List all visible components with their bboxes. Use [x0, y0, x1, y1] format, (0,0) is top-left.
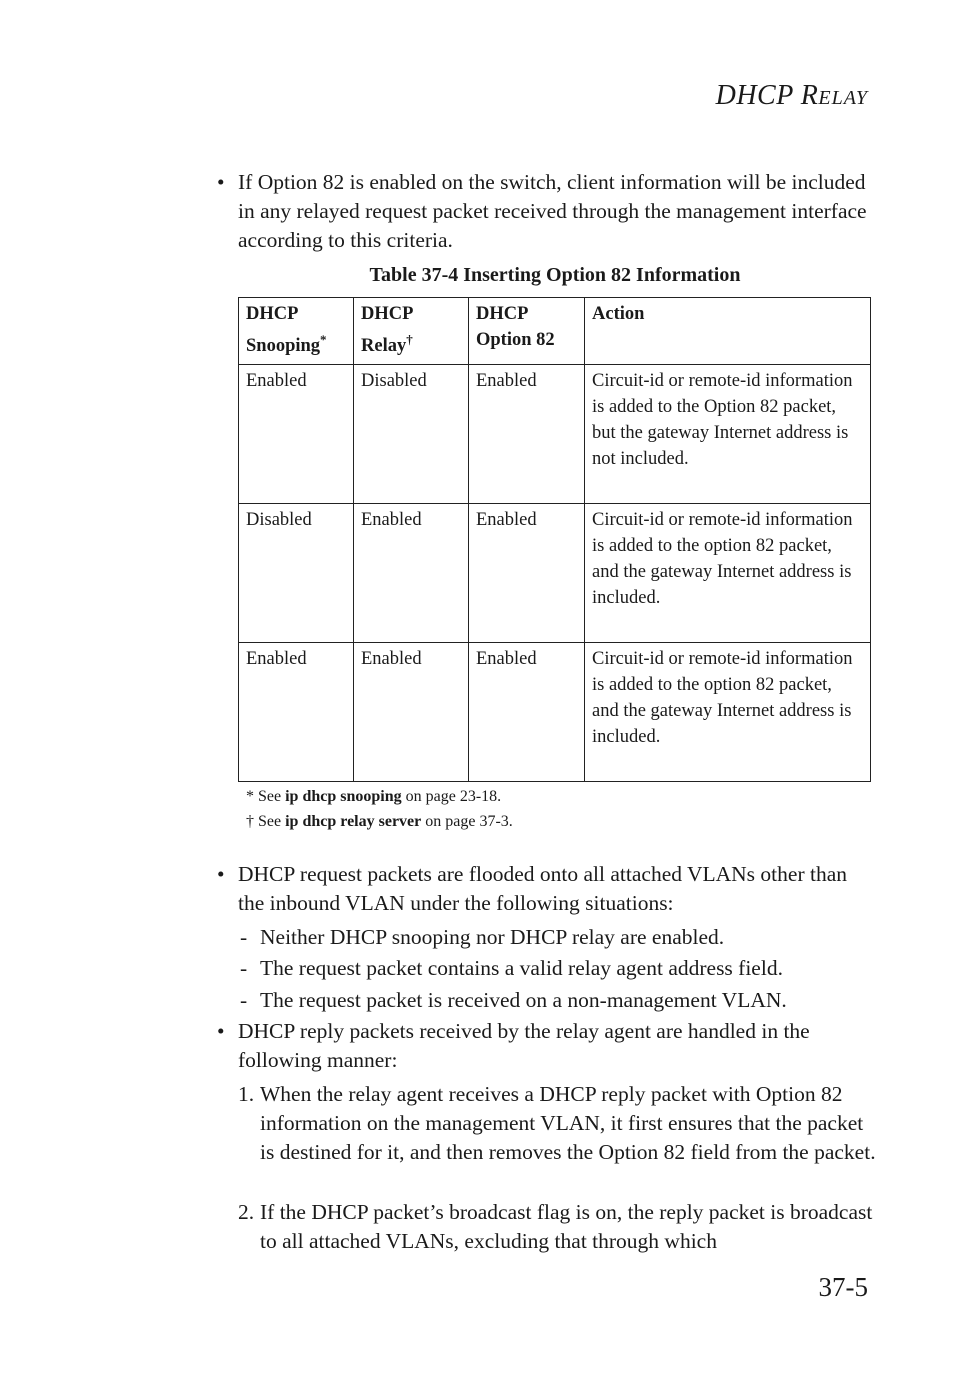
running-header-smallcaps: ELAY [818, 87, 868, 109]
list-dash: - [240, 988, 248, 1012]
table-cell: Circuit-id or remote-id information is added to the Option 82 packet, but the gateway Internet address is not included. [585, 365, 871, 504]
list-dash: - [240, 925, 248, 949]
option82-table [238, 297, 871, 782]
table-cell: Disabled [239, 504, 354, 643]
list-item: Neither DHCP snooping nor DHCP relay are enabled. [260, 925, 725, 949]
intro-paragraph: If Option 82 is enabled on the switch, client information will be included in any relayed request packet received through the management interface according to this criteria. [238, 170, 867, 252]
footnote-mark-dagger: † [406, 332, 413, 347]
table-cell: Enabled [354, 504, 469, 643]
header-dhcp-relay: DHCP Relay† [354, 298, 469, 365]
list-item: The request packet is received on a non-management VLAN. [260, 988, 787, 1012]
footnote-mark-asterisk: * [320, 332, 327, 347]
table-caption: Table 37-4 Inserting Option 82 Information [369, 264, 741, 286]
table-cell: Enabled [354, 643, 469, 782]
step-number: 2. [238, 1200, 255, 1224]
reply-paragraph: DHCP reply packets received by the relay agent are handled in the following manner: [238, 1019, 810, 1072]
flood-paragraph: DHCP request packets are flooded onto all attached VLANs other than the inbound VLAN under the following situations: [238, 862, 847, 915]
table-cell: Circuit-id or remote-id information is added to the option 82 packet, and the gateway Internet address is included. [585, 643, 871, 782]
flood-bullet: • [217, 862, 225, 886]
header-dhcp-option82: DHCP Option 82 [469, 298, 585, 365]
reply-bullet: • [217, 1019, 225, 1043]
table-cell: Enabled [469, 365, 585, 504]
table-row [239, 365, 871, 504]
table-cell: Enabled [469, 504, 585, 643]
step-number: 1. [238, 1082, 255, 1106]
table-cell: Disabled [354, 365, 469, 504]
table-cell: Enabled [239, 643, 354, 782]
list-dash: - [240, 956, 248, 980]
footnote-command: ip dhcp relay server [285, 813, 422, 830]
intro-bullet: • [217, 170, 225, 194]
table-row [239, 504, 871, 643]
footnote-relay: † See ip dhcp relay server on page 37-3. [246, 813, 513, 830]
step-text: If the DHCP packet’s broadcast flag is on, the reply packet is broadcast to all attached VLANs, excluding that through which [260, 1200, 873, 1253]
running-header-main: DHCP R [715, 80, 819, 111]
table-row [239, 643, 871, 782]
step-text: When the relay agent receives a DHCP reply packet with Option 82 information on the management VLAN, it first ensures that the packet is destined for it, and then removes the Option 82 field from the packet. [260, 1082, 876, 1164]
list-item: The request packet contains a valid relay agent address field. [260, 956, 783, 980]
running-header [716, 80, 868, 112]
table-cell: Enabled [469, 643, 585, 782]
footnote-snooping: * See ip dhcp snooping on page 23-18. [246, 788, 502, 805]
table-cell: Circuit-id or remote-id information is added to the option 82 packet, and the gateway Internet address is included. [585, 504, 871, 643]
header-action: Action [585, 298, 871, 365]
header-dhcp-snooping: DHCP Snooping* [239, 298, 354, 365]
footnote-command: ip dhcp snooping [285, 788, 402, 805]
table-header-row [239, 298, 871, 365]
page-number: 37-5 [818, 1272, 868, 1302]
table-cell: Enabled [239, 365, 354, 504]
